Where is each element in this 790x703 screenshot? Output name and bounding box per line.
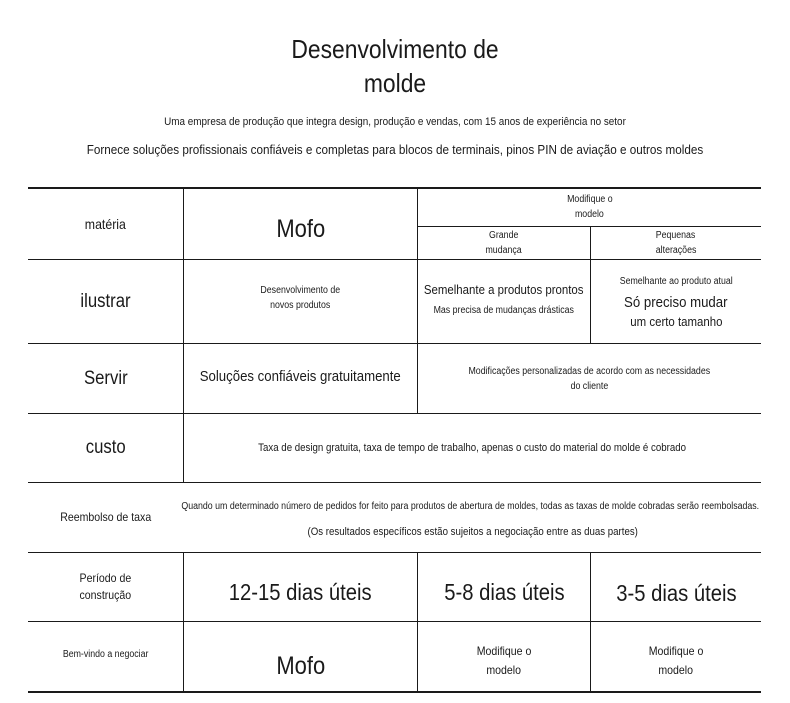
row-welcome-small-change: Modifique o modelo — [648, 644, 704, 677]
row-material-small-change: Pequenas alterações — [655, 230, 697, 256]
row-welcome-big-change: Modifique o modelo — [476, 644, 532, 677]
row-serve-label: Servir — [83, 367, 128, 389]
row-serve-free-solutions: Soluções confiáveis ​​gratuitamente — [199, 368, 402, 385]
row-refund-note: (Os resultados específicos estão sujeitos a negociação entre as duas partes) — [307, 526, 638, 538]
row-material-label: matéria — [84, 215, 127, 232]
page-title-line-2: molde — [363, 68, 427, 98]
row-period-small-change: 3-5 dias úteis — [615, 580, 737, 606]
row-welcome-label: Bem-vindo a negociar — [62, 648, 149, 660]
subtitle-solutions: Fornece soluções profissionais confiáveis ​​e completas para blocos de terminais, pinos PIN de aviação e outros moldes — [86, 142, 704, 157]
row-illustrate-small-change: Semelhante ao produto atual Só preciso mudar um certo tamanho — [619, 276, 733, 329]
page-title-line-1: Desenvolvimento de — [291, 34, 499, 64]
row-material-mold: Mofo — [276, 214, 325, 243]
row-refund-label: Reembolso de taxa — [60, 510, 151, 524]
row-welcome-mold: Mofo — [276, 651, 325, 680]
row-cost-label: custo — [85, 437, 126, 458]
row-refund-text: Quando um determinado número de pedidos for feito para produtos de abertura de moldes, todas as taxas de molde cobradas serão reembolsadas. — [181, 500, 759, 512]
row-illustrate-label: ilustrar — [80, 290, 131, 312]
row-serve-custom-modifications: Modificações personalizadas de acordo com as necessidades do cliente — [468, 365, 711, 392]
row-material-big-change: Grande mudança — [485, 230, 523, 256]
row-illustrate-big-change: Semelhante a produtos prontos Mas precisa de mudanças drásticas — [424, 281, 584, 316]
row-cost-text: Taxa de design gratuita, taxa de tempo de trabalho, apenas o custo do material do molde é cobrado — [258, 442, 687, 454]
row-illustrate-new-products: Desenvolvimento de novos produtos — [260, 285, 341, 311]
row-period-mold: 12-15 dias úteis — [229, 579, 372, 605]
row-period-big-change: 5-8 dias úteis — [443, 579, 565, 605]
subtitle-experience: Uma empresa de produção que integra design, produção e vendas, com 15 anos de experiência no setor — [164, 116, 626, 128]
row-material-modify: Modifique o modelo — [566, 194, 613, 220]
row-period-label: Período de construção — [79, 571, 132, 602]
page-title — [47, 32, 742, 100]
